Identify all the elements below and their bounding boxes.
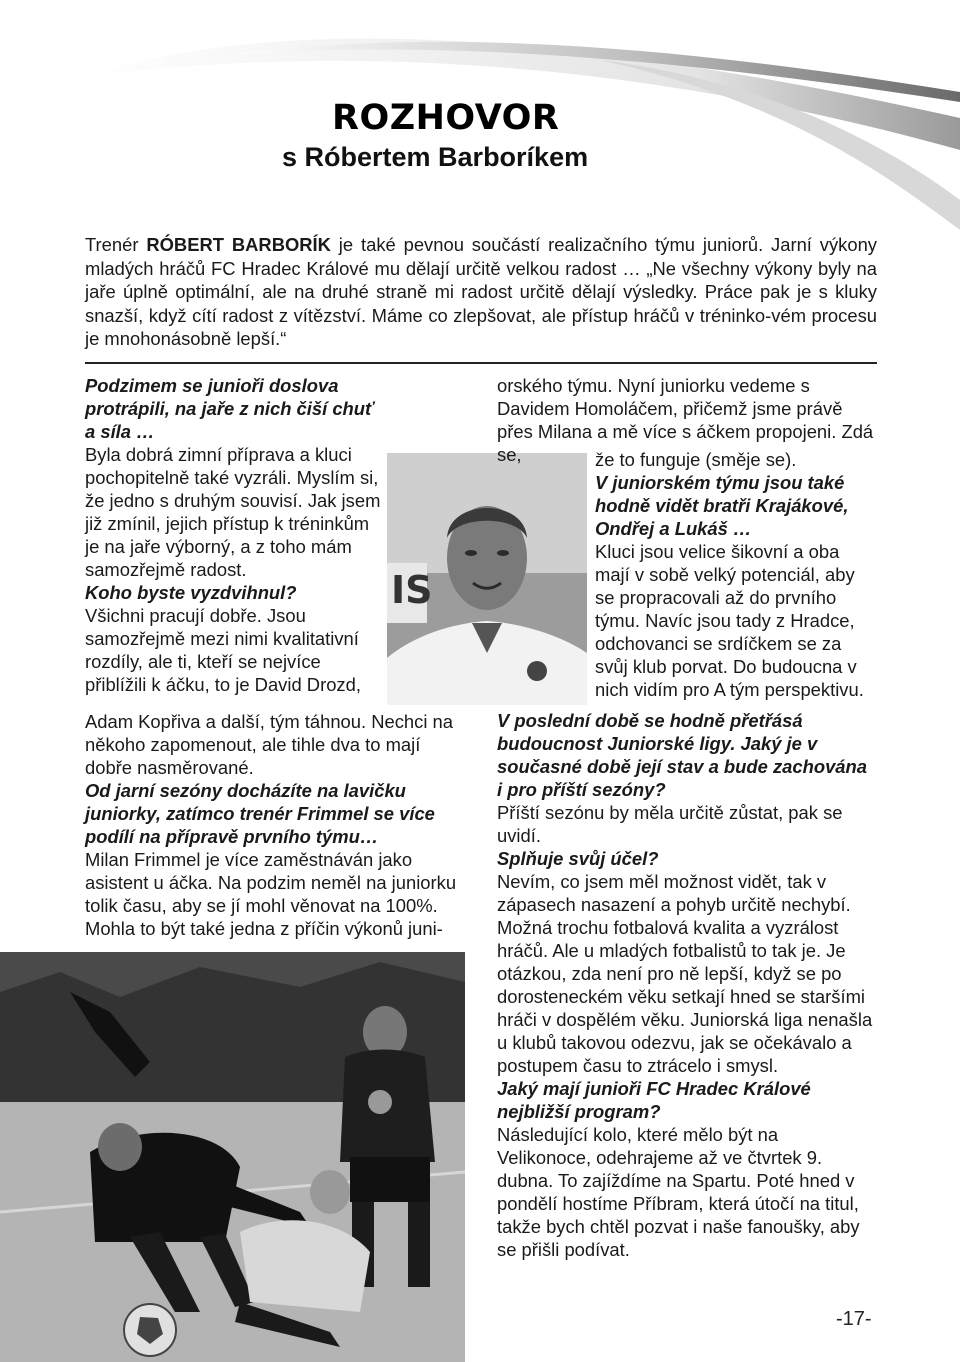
right-column-lower: [497, 709, 877, 1261]
answer-3: Milan Frimmel je více zaměstnáván jako asistent u áčka. Na podzim neměl na juniorku tolik času, aby se jí mohl věnovat na 100%. Mohla to být také jedna z příčin výkonů juni-: [85, 849, 457, 939]
match-action-photo: [0, 952, 465, 1362]
answer-2: Všichni pracují dobře. Jsou samozřejmě mezi nimi kvalitativní rozdíly, ale ti, kteří se nejvíce přiblížili k áčku, to je David Drozd,: [85, 605, 361, 695]
answer-5: Příští sezónu by měla určitě zůstat, pak se uvidí.: [497, 802, 843, 846]
question-3: Od jarní sezóny docházíte na lavičku juniorky, zatímco trenér Frimmel se více podílí na přípravě prvního týmu…: [85, 780, 435, 847]
question-5: V poslední době se hodně přetřásá budoucnost Juniorské ligy. Jaký je v současné době její stav a bude zachována i pro příští sezóny?: [497, 710, 867, 800]
page-subtitle: s Róbertem Barboríkem: [282, 142, 589, 172]
coach-portrait-photo: [387, 453, 587, 705]
intro-text: je také pevnou součástí realizačního týmu juniorů. Jarní výkony mladých hráčů FC Hradec Králové mu dělají určitě velkou radost … „Ne všechny výkony byly na jaře úplně optimální, ale na druhé straně mi radost určitě dělají výsledky. Práce pak je s kluky snazší, když cítí radost z vítězství. Máme co zlepšovat, ale přístup hráčů v tréninko-vém procesu je mnohonásobně lepší.“: [85, 234, 878, 349]
answer-2-continued: Adam Kopřiva a další, tým táhnou. Nechci na někoho zapomenout, ale tihle dva to mají dobře nasměrované.: [85, 711, 454, 778]
section-divider: [85, 362, 877, 364]
intro-paragraph: [85, 233, 877, 351]
question-1: Podzimem se junioři doslova protrápili, na jaře z nich čiší chuť a síla …: [85, 375, 374, 442]
answer-1: Byla dobrá zimní příprava a kluci pochopitelně také vyzráli. Myslím si, že jedno s druhým souvisí. Jak jsem již zmínil, jejich přístup k tréninkům je na jaře výborný, a z toho mám samozřejmě radost.: [85, 444, 381, 580]
intro-lead: Trenér: [85, 234, 147, 255]
question-7: Jaký mají junioři FC Hradec Králové nejbližší program?: [497, 1078, 811, 1122]
answer-3-continued: orského týmu. Nyní juniorku vedeme s Davidem Homoláčem, přičemž jsme právě přes Milana a mě více s áčkem propojeni. Zdá se,: [497, 375, 874, 465]
svg-text:IS: IS: [391, 568, 433, 612]
coach-name: RÓBERT BARBORÍK: [146, 234, 331, 255]
left-column-upper: [85, 374, 385, 696]
page-title: ROZHOVOR: [332, 98, 560, 138]
answer-6: Nevím, co jsem měl možnost vidět, tak v zápasech nasazení a pohyb určitě nechybí. Možná trochu fotbalová kvalita a vyzrálost hráčů. Ale u mladých fotbalistů to tak je. Je otázkou, zda není pro ně lepší, když se po dorosteneckém věku setkají hned se staršími hráči v dospělém věku. Juniorská liga nenašla u klubů takovou odezvu, jak se očekávalo a postupem času to ztrácelo i smysl.: [497, 871, 873, 1076]
right-column-indented: [595, 448, 877, 701]
answer-7: Následující kolo, které mělo být na Velikonoce, odehrajeme až ve čtvrtek 9. dubna. To zajíždíme na Spartu. Poté hned v pondělí hostíme Příbram, která útočí na titul, takže bych chtěl pozvat i naše fanoušky, aby se přišli podívat.: [497, 1124, 860, 1260]
answer-4: Kluci jsou velice šikovní a oba mají v sobě velký potenciál, aby se propracovali až do prvního týmu. Navíc jsou tady z Hradce, odchovanci se srdíčkem se za svůj klub porvat. Do budoucna v nich vidím pro A tým perspektivu.: [595, 541, 864, 700]
page-number: -17-: [836, 1308, 872, 1330]
question-6: Splňuje svůj účel?: [497, 848, 659, 869]
left-column-lower: [85, 710, 463, 940]
question-2: Koho byste vyzdvihnul?: [85, 582, 297, 603]
answer-3-end: že to funguje (směje se).: [595, 449, 797, 470]
question-4: V juniorském týmu jsou také hodně vidět bratři Krajákové, Ondřej a Lukáš …: [595, 472, 849, 539]
